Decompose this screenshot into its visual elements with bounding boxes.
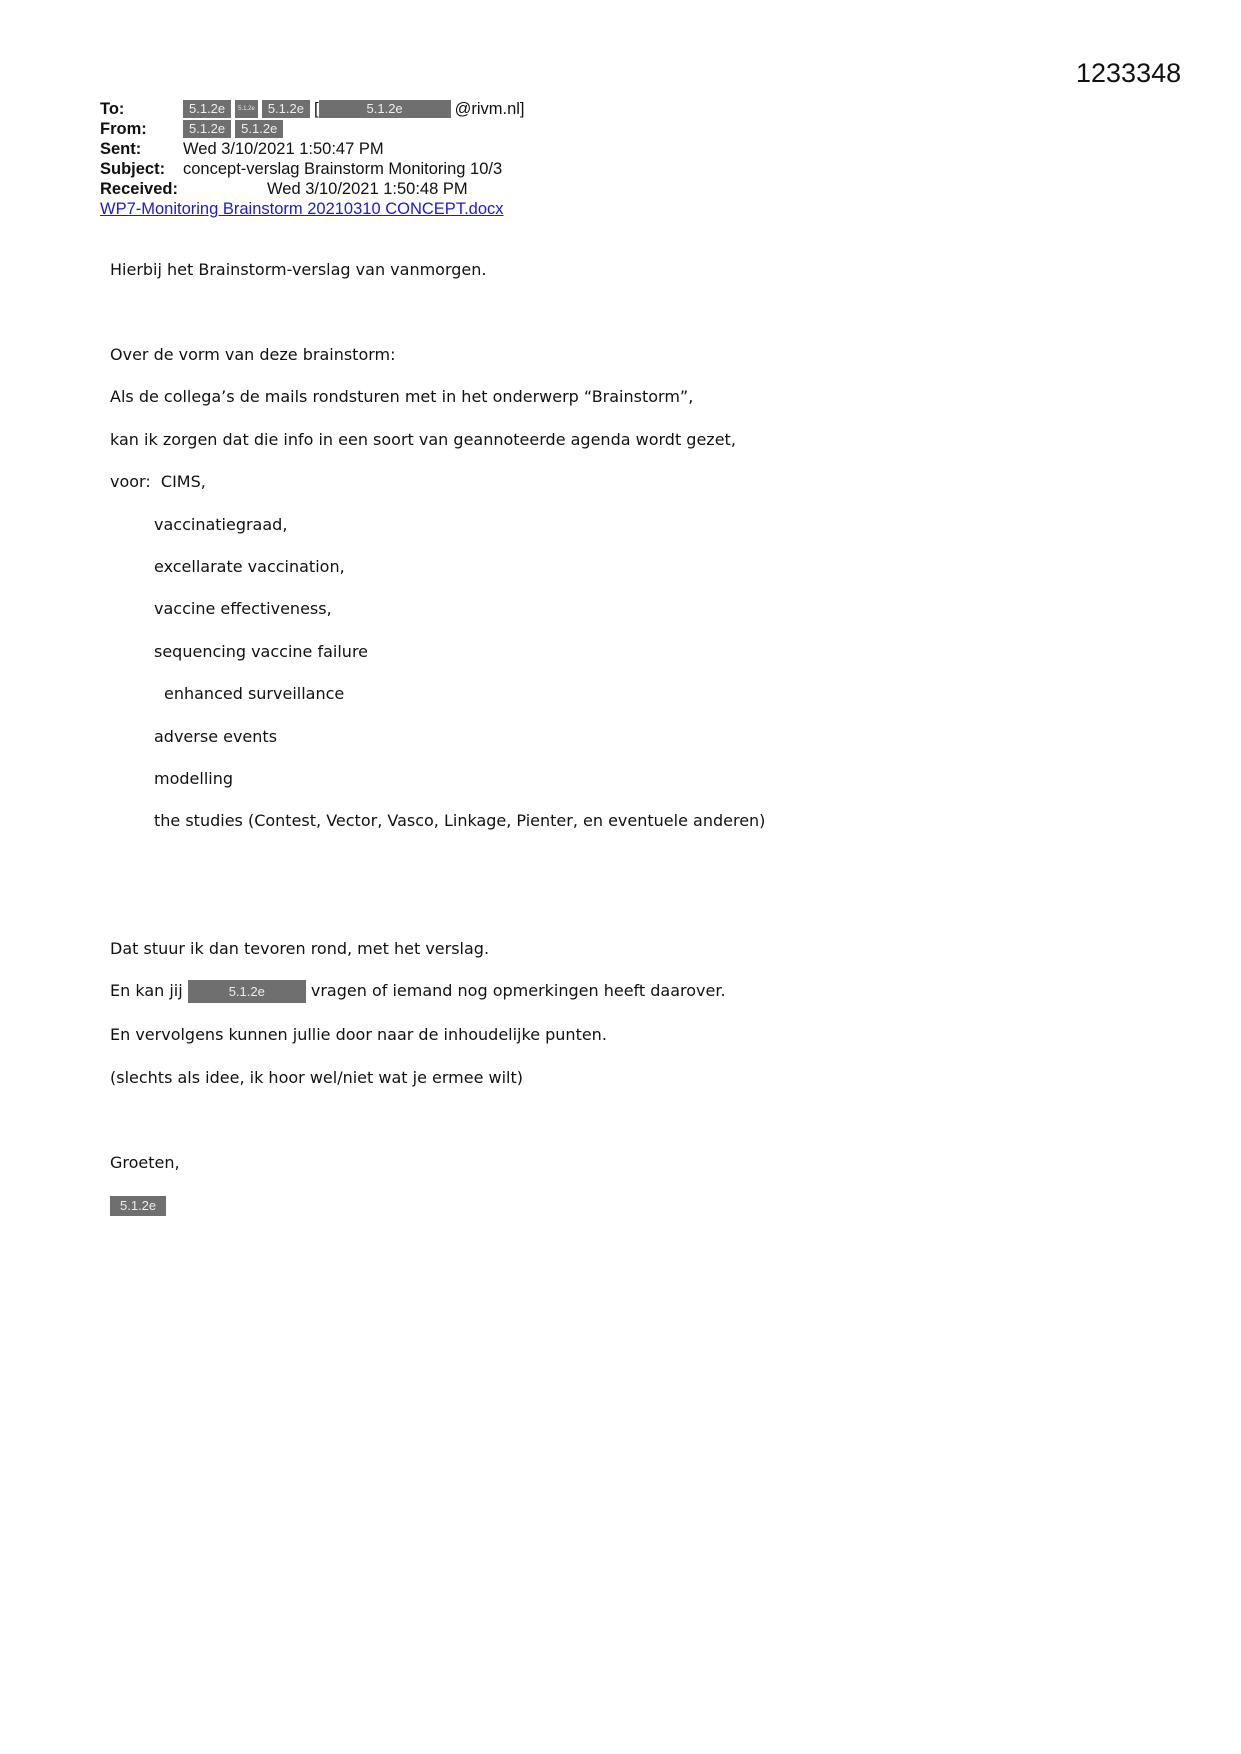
document-number: 1233348 (1076, 58, 1182, 88)
body-line: Hierbij het Brainstorm-verslag van vanmorgen. (110, 260, 487, 280)
from-row (100, 119, 525, 139)
list-item: vaccinatiegraad, (154, 514, 288, 534)
list-item: excellarate vaccination, (154, 557, 345, 577)
list-item: sequencing vaccine failure (154, 641, 369, 661)
received-row (100, 179, 525, 199)
list-item: the studies (Contest, Vector, Vasco, Linkage, Pienter, en eventuele anderen) (154, 811, 766, 831)
sent-row (100, 139, 525, 159)
attachment-link[interactable]: WP7-Monitoring Brainstorm 20210310 CONCEPT.docx (100, 200, 504, 218)
body-line (110, 980, 765, 1003)
text: En kan jij (110, 981, 183, 1001)
redaction: 5.1.2e (183, 120, 231, 138)
closing: Groeten, (110, 1152, 180, 1172)
bracket: [ (314, 100, 319, 118)
list-item: enhanced surveillance (164, 684, 345, 704)
body-line: (slechts als idee, ik hoor wel/niet wat je ermee wilt) (110, 1067, 523, 1087)
list-item: adverse events (154, 726, 278, 746)
redaction: 5.1.2e (235, 100, 258, 118)
received-label: Received: (100, 180, 178, 198)
list-item: vaccine effectiveness, (154, 599, 332, 619)
body-line: voor: CIMS, (110, 472, 206, 492)
received-value: Wed 3/10/2021 1:50:48 PM (267, 180, 468, 198)
sent-label: Sent: (100, 140, 142, 158)
redaction: 5.1.2e (188, 980, 306, 1003)
body-line: kan ik zorgen dat die info in een soort van geannoteerde agenda wordt gezet, (110, 429, 736, 449)
body-line: Over de vorm van deze brainstorm: (110, 345, 396, 365)
subject-value: concept-verslag Brainstorm Monitoring 10/3 (183, 160, 503, 178)
subject-label: Subject: (100, 160, 166, 178)
redaction: 5.1.2e (183, 100, 231, 118)
text: vragen of iemand nog opmerkingen heeft daarover. (310, 981, 726, 1001)
redaction: 5.1.2e (319, 100, 451, 118)
attachment-row (100, 199, 525, 219)
list-item: modelling (154, 769, 234, 789)
email-header (100, 99, 525, 219)
subject-row (100, 159, 525, 179)
signature-redaction: 5.1.2e (110, 1196, 166, 1216)
to-label: To: (100, 100, 125, 118)
sent-value: Wed 3/10/2021 1:50:47 PM (183, 140, 384, 158)
body-line: Dat stuur ik dan tevoren rond, met het verslag. (110, 938, 490, 958)
redaction: 5.1.2e (235, 120, 283, 138)
to-suffix: @rivm.nl] (454, 100, 525, 118)
body-line: Als de collega’s de mails rondsturen met in het onderwerp “Brainstorm”, (110, 387, 694, 407)
from-label: From: (100, 120, 147, 138)
to-row (100, 99, 525, 119)
email-body (110, 238, 765, 1237)
redaction: 5.1.2e (262, 100, 310, 118)
body-line: En vervolgens kunnen jullie door naar de inhoudelijke punten. (110, 1025, 607, 1045)
